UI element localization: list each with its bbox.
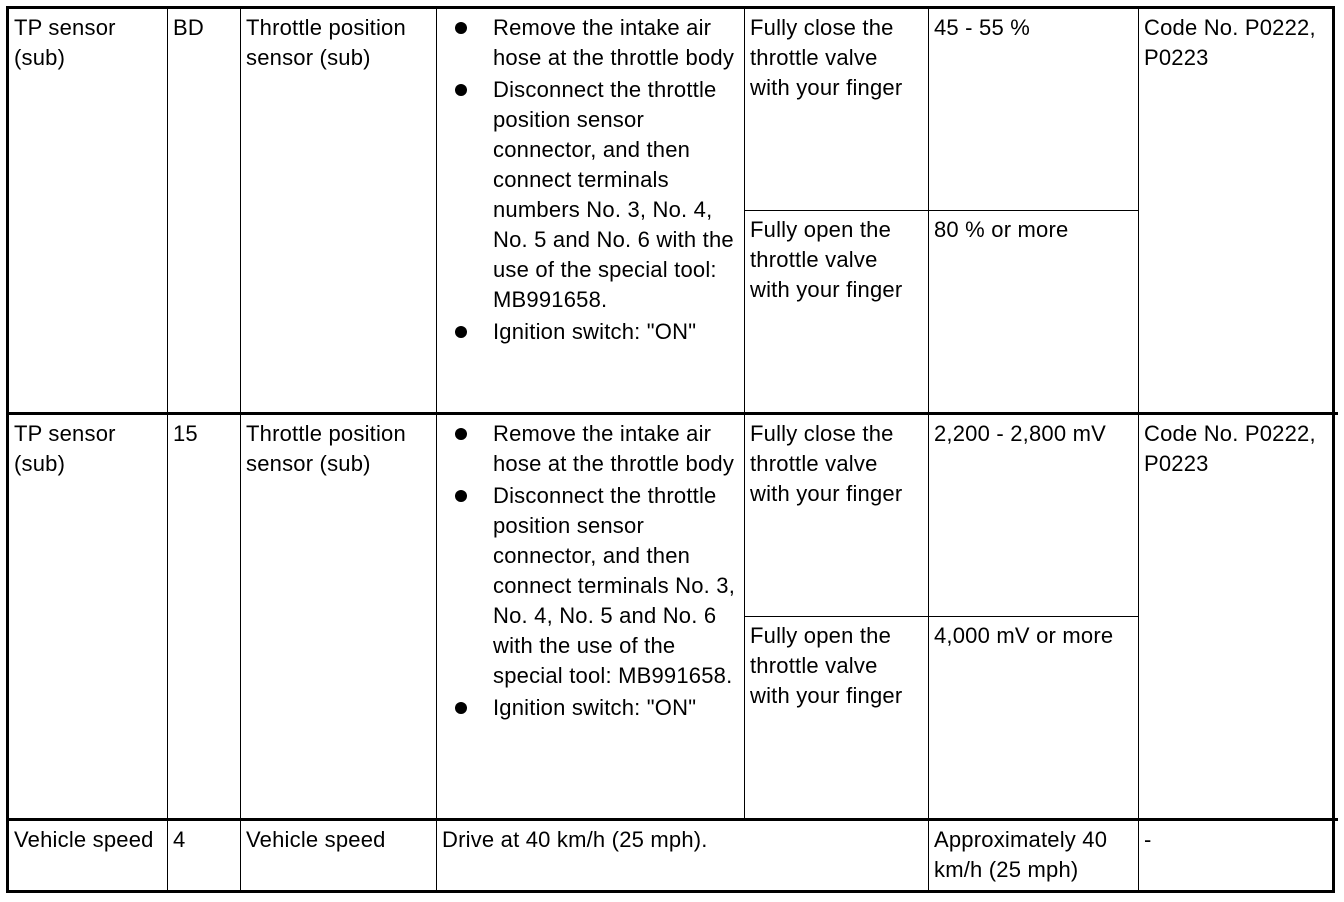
reference-text: - <box>1144 827 1152 852</box>
table-cell-reference <box>1139 9 1338 415</box>
table-cell-conditions <box>437 821 929 891</box>
condition-list <box>455 419 740 723</box>
table-cell-check-condition <box>745 9 929 211</box>
requirement-text: 80 % or more <box>934 217 1069 242</box>
list-item <box>455 317 740 347</box>
list-item <box>455 419 740 479</box>
check-condition-text: Fully open the throttle valve with your finger <box>750 623 903 708</box>
table-cell-requirement <box>929 211 1139 415</box>
table-cell-item <box>9 415 168 821</box>
mut-no-text: 4 <box>173 827 186 852</box>
table-cell-item <box>9 9 168 415</box>
table-cell-reference <box>1139 821 1338 891</box>
table-cell-mut-no <box>168 415 241 821</box>
table-cell-reference <box>1139 415 1338 821</box>
check-condition-text: Fully close the throttle valve with your finger <box>750 15 903 100</box>
name-text: Throttle position sensor (sub) <box>246 15 406 70</box>
inspection-table <box>6 6 1335 893</box>
table-cell-conditions <box>437 415 745 821</box>
reference-text: Code No. P0222, P0223 <box>1144 15 1316 70</box>
requirement-text: 45 - 55 % <box>934 15 1030 40</box>
name-text: Throttle position sensor (sub) <box>246 421 406 476</box>
condition-text: Drive at 40 km/h (25 mph). <box>442 827 708 852</box>
table-cell-item <box>9 821 168 891</box>
bullet-icon <box>455 702 467 714</box>
mut-no-text: BD <box>173 15 204 40</box>
check-condition-text: Fully open the throttle valve with your finger <box>750 217 903 302</box>
table-cell-mut-no <box>168 821 241 891</box>
name-text: Vehicle speed <box>246 827 386 852</box>
item-text: TP sensor (sub) <box>14 421 116 476</box>
condition-text: Remove the intake air hose at the throttle body <box>493 421 735 476</box>
table-cell-conditions <box>437 9 745 415</box>
condition-text: Remove the intake air hose at the throttle body <box>493 15 735 70</box>
condition-text: Ignition switch: "ON" <box>493 319 697 344</box>
bullet-icon <box>455 326 467 338</box>
item-text: TP sensor (sub) <box>14 15 116 70</box>
condition-text: Disconnect the throttle position sensor connector, and then connect terminals No. 3, No. 4, No. 5 and No. 6 with the use of the special tool: MB991658. <box>493 483 736 688</box>
bullet-icon <box>455 428 467 440</box>
condition-text: Ignition switch: "ON" <box>493 695 697 720</box>
requirement-text: Approximately 40 km/h (25 mph) <box>934 827 1108 882</box>
condition-list <box>455 13 740 347</box>
table-cell-requirement <box>929 415 1139 617</box>
list-item <box>455 13 740 73</box>
bullet-icon <box>455 22 467 34</box>
table-cell-name <box>241 9 437 415</box>
requirement-text: 2,200 - 2,800 mV <box>934 421 1106 446</box>
reference-text: Code No. P0222, P0223 <box>1144 421 1316 476</box>
bullet-icon <box>455 84 467 96</box>
table-cell-name <box>241 415 437 821</box>
table-cell-requirement <box>929 617 1139 821</box>
table-cell-check-condition <box>745 617 929 821</box>
table-cell-name <box>241 821 437 891</box>
table-cell-check-condition <box>745 415 929 617</box>
list-item <box>455 75 740 315</box>
bullet-icon <box>455 490 467 502</box>
table-cell-requirement <box>929 9 1139 211</box>
requirement-text: 4,000 mV or more <box>934 623 1114 648</box>
check-condition-text: Fully close the throttle valve with your finger <box>750 421 903 506</box>
table-cell-mut-no <box>168 9 241 415</box>
list-item <box>455 693 740 723</box>
item-text: Vehicle speed <box>14 827 154 852</box>
condition-text: Disconnect the throttle position sensor connector, and then connect terminals numbers No. 3, No. 4, No. 5 and No. 6 with the use of the special tool: MB991658. <box>493 77 734 312</box>
list-item <box>455 481 740 691</box>
table-cell-check-condition <box>745 211 929 415</box>
table-cell-requirement <box>929 821 1139 891</box>
mut-no-text: 15 <box>173 421 198 446</box>
